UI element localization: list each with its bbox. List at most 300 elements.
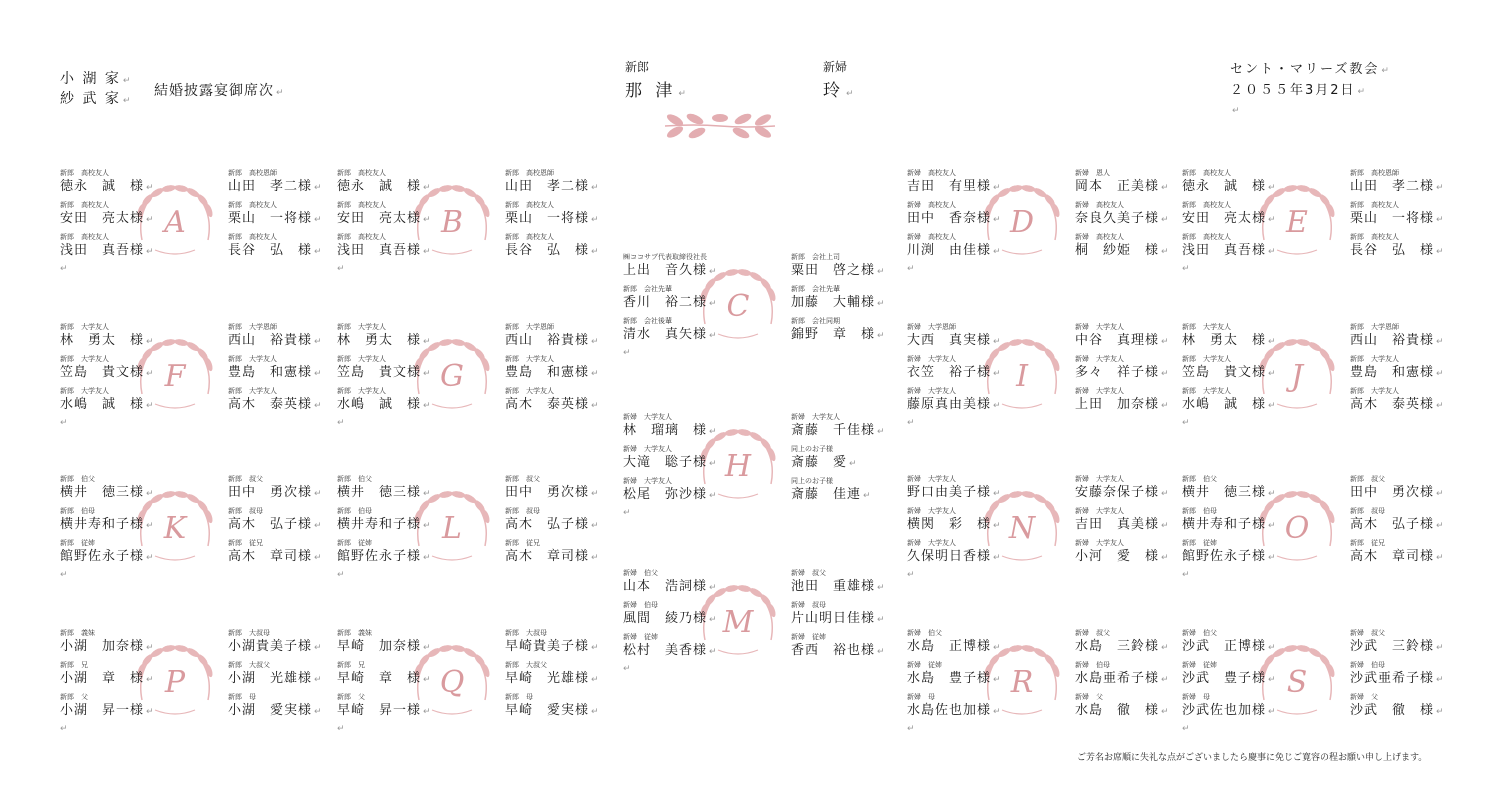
guest-relation: 新婦 大学友人	[907, 475, 956, 483]
guest-seat	[907, 538, 1017, 570]
guest-seat	[1350, 322, 1460, 354]
paragraph-mark: ↵	[1436, 521, 1444, 531]
table-p	[60, 628, 322, 734]
guest-seat	[505, 200, 615, 232]
paragraph-mark: ↵	[314, 247, 322, 257]
paragraph-mark: ↵	[1268, 707, 1276, 717]
paragraph-mark: ↵	[423, 215, 431, 225]
guest-name: 栗山 一将様 ↵	[505, 211, 599, 226]
paragraph-mark: ↵	[591, 521, 599, 531]
guest-name: 早崎 章 様 ↵	[337, 671, 431, 686]
paragraph-mark: ↵	[1268, 369, 1276, 379]
guest-relation: 新婦 伯母	[1350, 661, 1385, 669]
paragraph-mark: ↵	[146, 521, 154, 531]
paragraph-mark: ↵	[146, 707, 154, 717]
paragraph-mark: ↵	[709, 615, 717, 625]
guest-name: 小湖 章 様 ↵	[60, 671, 154, 686]
paragraph-mark: ↵	[1436, 643, 1444, 653]
guest-name: 粟田 啓之様 ↵	[791, 263, 885, 278]
guest-seat	[1350, 628, 1460, 660]
guest-seat	[1075, 660, 1185, 692]
paragraph-mark: ↵	[591, 247, 599, 257]
guest-seat	[623, 632, 733, 664]
guest-relation: 新婦 大学友人	[623, 445, 672, 453]
table-letter: H	[724, 449, 752, 484]
guest-name: 早崎 昇一様 ↵	[337, 703, 431, 718]
guest-name: 斎藤 千佳様 ↵	[791, 423, 885, 438]
paragraph-mark: ↵	[1182, 264, 1190, 274]
table-s	[1182, 628, 1444, 734]
guest-name: 横井 徳三様 ↵	[60, 485, 154, 500]
paragraph-mark: ↵	[877, 331, 885, 341]
guest-seat	[1075, 386, 1185, 418]
paragraph-mark: ↵	[1161, 247, 1169, 257]
guest-seat	[1182, 386, 1292, 418]
paragraph-mark: ↵	[314, 521, 322, 531]
table-letter: M	[722, 605, 754, 640]
paragraph-mark: ↵	[1161, 643, 1169, 653]
paragraph-mark: ↵	[1161, 401, 1169, 411]
guest-seat	[1075, 506, 1185, 538]
guest-seat	[228, 506, 338, 538]
guest-name: 安藤奈保子様 ↵	[1075, 485, 1169, 500]
guest-seat	[60, 168, 170, 200]
table-letter: D	[1009, 205, 1035, 240]
paragraph-mark: ↵	[1436, 675, 1444, 685]
guest-relation: 新郎 大学友人	[505, 355, 554, 363]
guest-seat	[1182, 474, 1292, 506]
guest-name: 横井寿和子様 ↵	[1182, 517, 1276, 532]
table-letter: C	[726, 289, 750, 324]
paragraph-mark: ↵	[849, 459, 857, 469]
guest-relation: 新婦 従姉	[1182, 661, 1217, 669]
guest-name: 多々 祥子様 ↵	[1075, 365, 1169, 380]
paragraph-mark: ↵	[146, 553, 154, 563]
paragraph-mark: ↵	[146, 337, 154, 347]
table-h	[623, 412, 885, 518]
guest-relation: 新婦 父	[1075, 693, 1103, 701]
guest-name: 中谷 真理様 ↵	[1075, 333, 1169, 348]
table-letter: R	[1010, 665, 1034, 700]
guest-name: 片山明日佳様 ↵	[791, 611, 885, 626]
guest-name: 田中 香奈様 ↵	[907, 211, 1001, 226]
guest-relation: 新郎 義妹	[60, 629, 95, 637]
guest-relation: 新郎 大学友人	[1350, 387, 1399, 395]
guest-name: 早崎 愛実様 ↵	[505, 703, 599, 718]
paragraph-mark: ↵	[993, 215, 1001, 225]
guest-relation: 新婦 大学友人	[623, 413, 672, 421]
guest-seat	[1182, 354, 1292, 386]
guest-seat	[505, 660, 615, 692]
guest-relation: 新婦 母	[1182, 693, 1210, 701]
guest-relation: 新婦 高校友人	[907, 201, 956, 209]
table-letter: G	[440, 359, 464, 394]
bride-label: 新婦	[823, 60, 848, 74]
guest-relation: 新郎 会社同期	[791, 317, 840, 325]
paragraph-mark: ↵	[1268, 675, 1276, 685]
guest-seat	[1075, 354, 1185, 386]
guest-name: 館野佐永子様 ↵	[60, 549, 154, 564]
guest-name: 浅田 真吾様 ↵	[337, 243, 431, 258]
paragraph-mark: ↵	[314, 369, 322, 379]
paragraph-mark: ↵	[863, 491, 871, 501]
table-letter: I	[1016, 359, 1028, 394]
guest-relation: 新郎 従姉	[1182, 539, 1217, 547]
paragraph-mark: ↵	[314, 643, 322, 653]
paragraph-mark: ↵	[337, 418, 345, 428]
guest-name: 林 瑠璃 様 ↵	[623, 423, 717, 438]
guest-relation: 新婦 大学友人	[1075, 539, 1124, 547]
paragraph-mark: ↵	[877, 427, 885, 437]
paragraph-mark: ↵	[314, 553, 322, 563]
guest-seat	[337, 386, 447, 418]
guest-seat	[1350, 354, 1460, 386]
paragraph-mark: ↵	[993, 489, 1001, 499]
guest-name: 水嶋 誠 様 ↵	[337, 397, 431, 412]
guest-seat	[228, 628, 338, 660]
paragraph-mark: ↵	[1436, 215, 1444, 225]
guest-name: 長谷 弘 様 ↵	[1350, 243, 1444, 258]
paragraph-mark: ↵	[591, 401, 599, 411]
guest-seat	[623, 600, 733, 632]
guest-seat	[337, 474, 447, 506]
guest-relation: 新婦 伯母	[623, 601, 658, 609]
table-g	[337, 322, 599, 428]
guest-name: 沙武 徹 様 ↵	[1350, 703, 1444, 718]
guest-relation: 新郎 高校友人	[337, 169, 386, 177]
guest-relation: 新郎 高校友人	[228, 201, 277, 209]
paragraph-mark: ↵	[907, 724, 915, 734]
guest-seat	[791, 412, 901, 444]
guest-seat	[60, 660, 170, 692]
guest-name: 池田 重雄様 ↵	[791, 579, 885, 594]
guest-name: 高木 弘子様 ↵	[228, 517, 322, 532]
guest-relation: 新婦 従姉	[623, 633, 658, 641]
guest-seat	[1350, 538, 1460, 570]
guest-seat	[60, 322, 170, 354]
guest-seat	[791, 476, 901, 508]
guest-seat	[228, 474, 338, 506]
guest-seat	[60, 386, 170, 418]
paragraph-mark: ↵	[423, 183, 431, 193]
guest-name: 高木 章司様 ↵	[1350, 549, 1444, 564]
paragraph-mark: ↵	[993, 675, 1001, 685]
guest-seat	[907, 474, 1017, 506]
guest-name: 横井 徳三様 ↵	[1182, 485, 1276, 500]
guest-relation: 新郎 大叔父	[505, 661, 547, 669]
paragraph-mark: ↵	[877, 615, 885, 625]
paragraph-mark: ↵	[1436, 183, 1444, 193]
paragraph-mark: ↵	[60, 570, 68, 580]
guest-name: 吉田 真美様 ↵	[1075, 517, 1169, 532]
guest-seat	[505, 322, 615, 354]
guest-name: 衣笠 裕子様 ↵	[907, 365, 1001, 380]
guest-seat	[1182, 506, 1292, 538]
guest-relation: 新郎 大学友人	[1182, 387, 1231, 395]
paragraph-mark: ↵	[1268, 553, 1276, 563]
guest-seat	[505, 538, 615, 570]
guest-relation: 新郎 叔母	[228, 507, 263, 515]
guest-relation: 新婦 大学友人	[1075, 507, 1124, 515]
paragraph-mark: ↵	[423, 553, 431, 563]
guest-relation: 新婦 叔父	[1350, 629, 1385, 637]
guest-seat	[505, 474, 615, 506]
guest-name: 岡本 正美様 ↵	[1075, 179, 1169, 194]
guest-name: 徳永 誠 様 ↵	[60, 179, 154, 194]
guest-relation: 新郎 大学友人	[337, 355, 386, 363]
bride-name: 玲 ↵	[823, 81, 854, 101]
guest-relation: 新婦 恩人	[1075, 169, 1110, 177]
paragraph-mark: ↵	[623, 508, 631, 518]
table-letter: A	[164, 205, 186, 240]
paragraph-mark: ↵	[146, 643, 154, 653]
guest-relation: 新郎 高校恩師	[228, 169, 277, 177]
guest-relation: 新郎 高校友人	[60, 233, 109, 241]
guest-seat	[791, 252, 901, 284]
couple-header	[625, 58, 885, 148]
paragraph-mark: ↵	[591, 183, 599, 193]
guest-name: 久保明日香様 ↵	[907, 549, 1001, 564]
guest-name: 安田 亮太様 ↵	[60, 211, 154, 226]
guest-seat	[907, 168, 1017, 200]
groom-name: 那 津 ↵	[625, 81, 686, 101]
guest-relation: 新郎 父	[337, 693, 365, 701]
guest-name: 水島 徹 様 ↵	[1075, 703, 1169, 718]
table-e	[1182, 168, 1444, 274]
guest-seat	[1350, 200, 1460, 232]
guest-seat	[505, 628, 615, 660]
guest-name: 松村 美香様 ↵	[623, 643, 717, 658]
guest-relation: 新郎 会社先輩	[623, 285, 672, 293]
guest-seat	[1350, 660, 1460, 692]
guest-seat	[337, 168, 447, 200]
guest-name: 小湖 昇一様 ↵	[60, 703, 154, 718]
guest-relation: 新婦 大学友人	[907, 507, 956, 515]
guest-seat	[1182, 168, 1292, 200]
paragraph-mark: ↵	[1232, 106, 1240, 116]
guest-name: 水島 豊子様 ↵	[907, 671, 1001, 686]
paragraph-mark: ↵	[1161, 675, 1169, 685]
guest-seat	[907, 660, 1017, 692]
leaf-branch-ornament-icon	[655, 110, 785, 142]
guest-seat	[907, 692, 1017, 724]
guest-relation: 新婦 高校友人	[1075, 201, 1124, 209]
guest-seat	[228, 354, 338, 386]
guest-seat	[791, 444, 901, 476]
guest-relation: 新郎 伯母	[337, 507, 372, 515]
paragraph-mark: ↵	[146, 215, 154, 225]
guest-relation: 新郎 高校友人	[1182, 169, 1231, 177]
table-letter: B	[440, 205, 464, 240]
guest-seat	[337, 538, 447, 570]
paragraph-mark: ↵	[709, 491, 717, 501]
guest-relation: 新郎 高校友人	[505, 201, 554, 209]
guest-name: 沙武佐也加様 ↵	[1182, 703, 1276, 718]
paragraph-mark: ↵	[1436, 553, 1444, 563]
paragraph-mark: ↵	[60, 264, 68, 274]
paragraph-mark: ↵	[1268, 215, 1276, 225]
guest-seat	[1350, 232, 1460, 264]
paragraph-mark: ↵	[337, 264, 345, 274]
guest-name: 加藤 大輔様 ↵	[791, 295, 885, 310]
paragraph-mark: ↵	[591, 553, 599, 563]
guest-relation: 新郎 高校友人	[60, 201, 109, 209]
paragraph-mark: ↵	[423, 401, 431, 411]
guest-name: 浅田 真吾様 ↵	[60, 243, 154, 258]
guest-relation: 新郎 高校友人	[337, 233, 386, 241]
guest-name: 錦野 章 様 ↵	[791, 327, 885, 342]
guest-seat	[337, 354, 447, 386]
paragraph-mark: ↵	[146, 247, 154, 257]
guest-relation: 新郎 従兄	[505, 539, 540, 547]
table-letter: O	[1284, 511, 1310, 546]
guest-seat	[907, 322, 1017, 354]
paragraph-mark: ↵	[877, 299, 885, 309]
footer-note: ご芳名お席順に失礼な点がございましたら慶事に免じご寛容の程お願い申し上げます。	[1077, 753, 1428, 763]
guest-relation: 新郎 従姉	[337, 539, 372, 547]
paragraph-mark: ↵	[993, 643, 1001, 653]
guest-seat	[1075, 628, 1185, 660]
paragraph-mark: ↵	[993, 369, 1001, 379]
guest-seat	[1182, 692, 1292, 724]
guest-seat	[228, 692, 338, 724]
guest-seat	[505, 232, 615, 264]
guest-relation: 新郎 高校友人	[1182, 201, 1231, 209]
table-m	[623, 568, 885, 674]
guest-relation: 新郎 高校友人	[1350, 201, 1399, 209]
paragraph-mark: ↵	[709, 331, 717, 341]
guest-seat	[791, 632, 901, 664]
guest-seat	[60, 474, 170, 506]
guest-name: 松尾 弥沙様 ↵	[623, 487, 717, 502]
guest-relation: 新婦 大学友人	[907, 355, 956, 363]
guest-relation: 新婦 叔父	[1075, 629, 1110, 637]
guest-name: 高木 章司様 ↵	[505, 549, 599, 564]
paragraph-mark: ↵	[1268, 489, 1276, 499]
paragraph-mark: ↵	[709, 267, 717, 277]
guest-relation: 新郎 大学友人	[228, 355, 277, 363]
guest-seat	[1075, 322, 1185, 354]
guest-seat	[1182, 628, 1292, 660]
guest-name: 長谷 弘 様 ↵	[505, 243, 599, 258]
paragraph-mark: ↵	[1268, 183, 1276, 193]
guest-name: 横関 彩 様 ↵	[907, 517, 1001, 532]
paragraph-mark: ↵	[1161, 337, 1169, 347]
guest-name: 横井 徳三様 ↵	[337, 485, 431, 500]
paragraph-mark: ↵	[591, 337, 599, 347]
guest-relation: 新郎 叔母	[505, 507, 540, 515]
guest-name: 川渕 由佳様 ↵	[907, 243, 1001, 258]
guest-name: 小河 愛 様 ↵	[1075, 549, 1169, 564]
guest-name: 水島亜希子様 ↵	[1075, 671, 1169, 686]
guest-seat	[1350, 506, 1460, 538]
paragraph-mark: ↵	[709, 583, 717, 593]
guest-name: 高木 弘子様 ↵	[505, 517, 599, 532]
family-names	[60, 70, 284, 110]
guest-relation: 新婦 大学友人	[1075, 387, 1124, 395]
guest-name: 笠島 貴文様 ↵	[1182, 365, 1276, 380]
paragraph-mark: ↵	[1268, 247, 1276, 257]
guest-name: 小湖 加奈様 ↵	[60, 639, 154, 654]
guest-name: 水嶋 誠 様 ↵	[60, 397, 154, 412]
paragraph-mark: ↵	[1161, 183, 1169, 193]
guest-seat	[60, 200, 170, 232]
guest-seat	[60, 232, 170, 264]
guest-relation: 新郎 兄	[60, 661, 88, 669]
guest-seat	[623, 476, 733, 508]
guest-relation: ㈱ココサブ代表取締役社長	[623, 253, 707, 261]
guest-seat	[505, 692, 615, 724]
guest-name: 桐 紗姫 様 ↵	[1075, 243, 1169, 258]
paragraph-mark: ↵	[1268, 521, 1276, 531]
guest-name: 斎藤 愛 ↵	[791, 455, 857, 470]
guest-name: 豊島 和憲様 ↵	[1350, 365, 1444, 380]
guest-seat	[60, 538, 170, 570]
paragraph-mark: ↵	[423, 675, 431, 685]
guest-name: 沙武 正博様 ↵	[1182, 639, 1276, 654]
guest-name: 林 勇太 様 ↵	[1182, 333, 1276, 348]
paragraph-mark: ↵	[60, 724, 68, 734]
paragraph-mark: ↵	[1182, 724, 1190, 734]
guest-relation: 新婦 高校友人	[907, 169, 956, 177]
table-l	[337, 474, 599, 580]
guest-name: 横井寿和子様 ↵	[60, 517, 154, 532]
paragraph-mark: ↵	[314, 707, 322, 717]
table-letter: P	[164, 665, 186, 700]
guest-seat	[228, 660, 338, 692]
guest-name: 田中 勇次様 ↵	[228, 485, 322, 500]
guest-seat	[907, 200, 1017, 232]
guest-name: 水島 正博様 ↵	[907, 639, 1001, 654]
paragraph-mark: ↵	[1161, 521, 1169, 531]
guest-relation: 新郎 高校友人	[228, 233, 277, 241]
guest-relation: 新婦 叔母	[791, 601, 826, 609]
paragraph-mark: ↵	[1436, 707, 1444, 717]
paragraph-mark: ↵	[314, 489, 322, 499]
paragraph-mark: ↵	[1436, 247, 1444, 257]
paragraph-mark: ↵	[591, 215, 599, 225]
guest-name: 豊島 和憲様 ↵	[228, 365, 322, 380]
groom-family: 小 湖 家 ↵	[60, 71, 131, 87]
guest-relation: 新郎 叔父	[228, 475, 263, 483]
table-r	[907, 628, 1169, 734]
guest-name: 藤原真由美様 ↵	[907, 397, 1001, 412]
guest-name: 館野佐永子様 ↵	[1182, 549, 1276, 564]
guest-relation: 新郎 大学友人	[228, 387, 277, 395]
guest-name: 高木 弘子様 ↵	[1350, 517, 1444, 532]
guest-relation: 新婦 大学友人	[1075, 323, 1124, 331]
guest-relation: 新婦 高校友人	[1075, 233, 1124, 241]
guest-seat	[337, 660, 447, 692]
paragraph-mark: ↵	[993, 247, 1001, 257]
guest-name: 早崎 加奈様 ↵	[337, 639, 431, 654]
guest-name: 奈良久美子様 ↵	[1075, 211, 1169, 226]
paragraph-mark: ↵	[423, 521, 431, 531]
guest-relation: 新婦 大学恩師	[907, 323, 956, 331]
guest-seat	[1350, 168, 1460, 200]
guest-name: 館野佐永子様 ↵	[337, 549, 431, 564]
guest-seat	[228, 538, 338, 570]
guest-name: 林 勇太 様 ↵	[60, 333, 154, 348]
guest-relation: 新郎 義妹	[337, 629, 372, 637]
guest-name: 吉田 有里様 ↵	[907, 179, 1001, 194]
guest-seat	[228, 200, 338, 232]
guest-relation: 新郎 会社先輩	[791, 285, 840, 293]
guest-seat	[1075, 200, 1185, 232]
guest-seat	[1075, 474, 1185, 506]
guest-relation: 新婦 叔父	[791, 569, 826, 577]
guest-name: 大西 真実様 ↵	[907, 333, 1001, 348]
